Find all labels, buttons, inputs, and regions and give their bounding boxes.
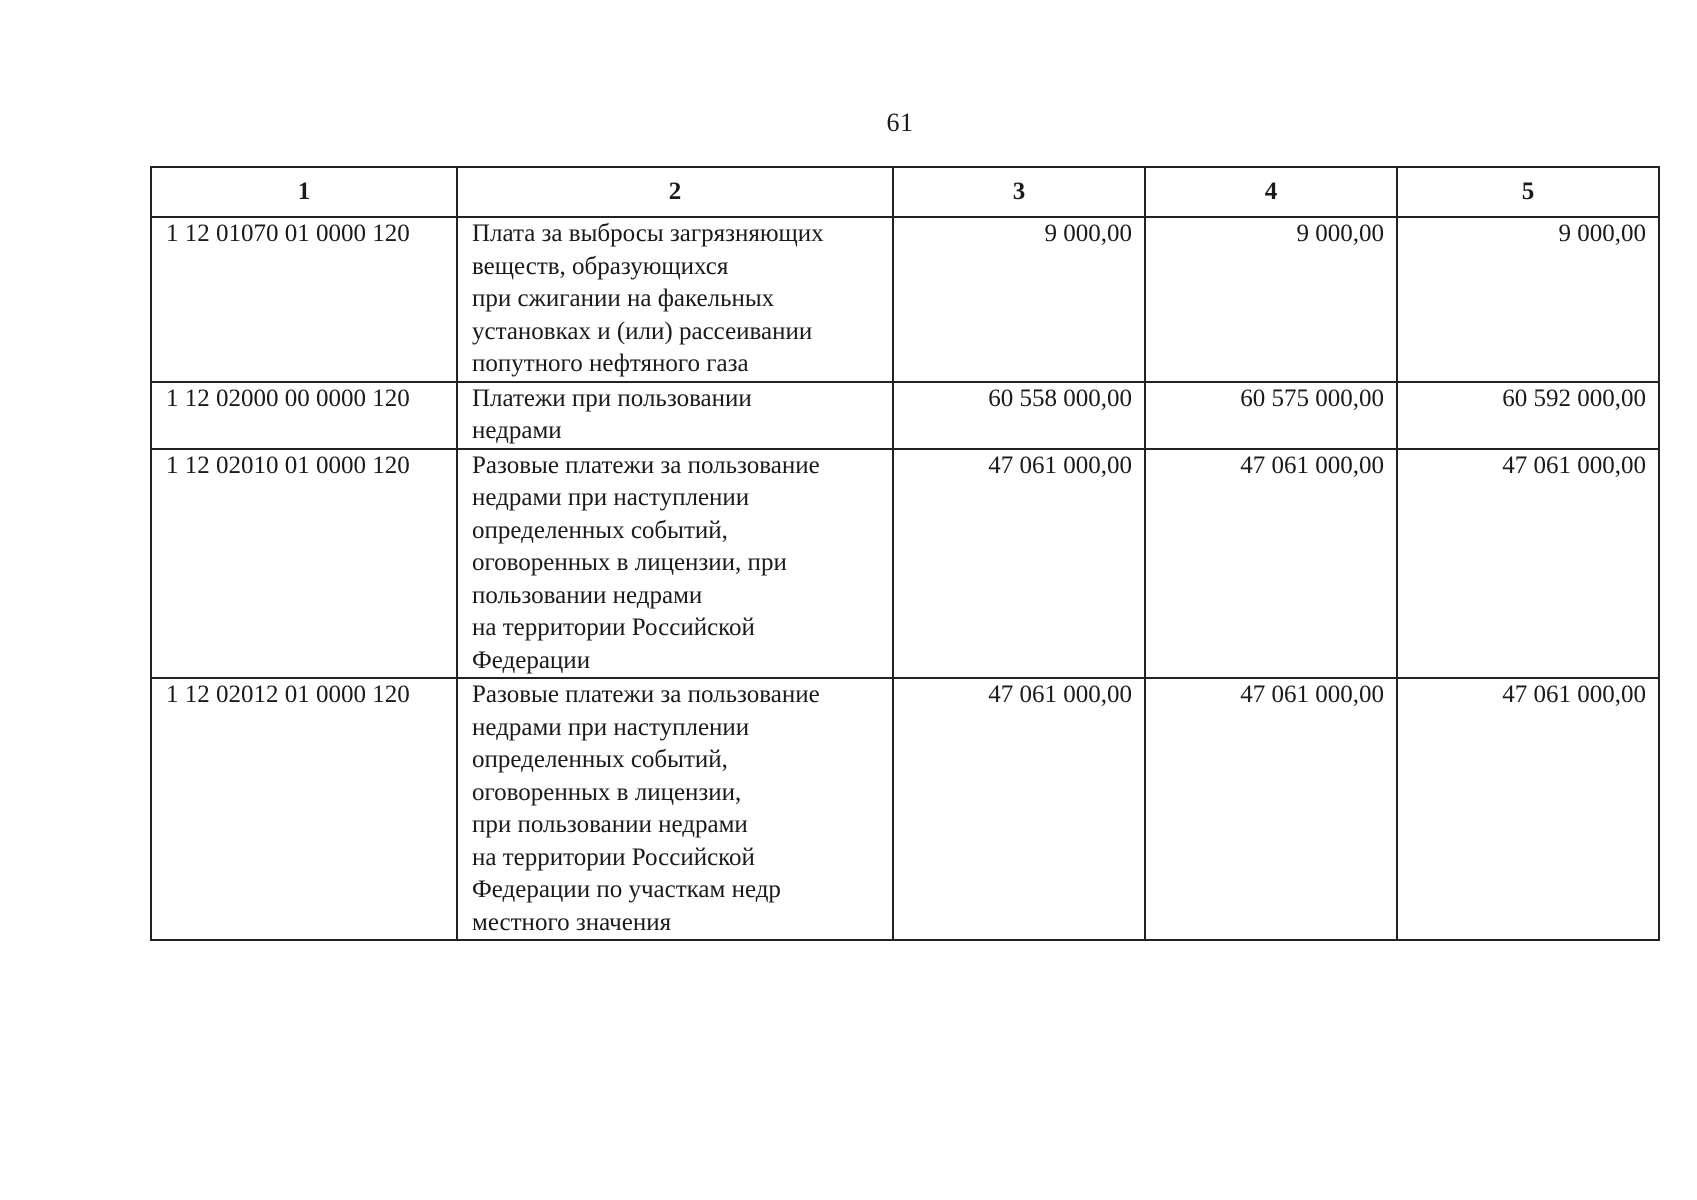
description-line: установках и (или) рассеивании: [472, 317, 813, 345]
amount-col-4: 47 061 000,00: [1145, 449, 1397, 679]
description-line: Разовые платежи за пользование: [472, 451, 820, 479]
header-col-2: 2: [457, 167, 893, 217]
description-cell: [457, 678, 893, 940]
amount-col-4: 60 575 000,00: [1145, 382, 1397, 449]
table-header-row: [151, 167, 1659, 217]
page-number: 61: [886, 108, 914, 137]
header-col-4: 4: [1145, 167, 1397, 217]
amount-col-3: 60 558 000,00: [893, 382, 1145, 449]
budget-code-cell: 1 12 02010 01 0000 120: [151, 449, 457, 679]
header-col-1: 1: [151, 167, 457, 217]
description-line: Федерации по участкам недр: [472, 876, 781, 903]
description-line: недрами при наступлении: [472, 713, 750, 741]
description-line: попутного нефтяного газа: [472, 350, 749, 377]
description-line: определенных событий,: [472, 746, 728, 773]
description-line: оговоренных в лицензии,: [472, 778, 742, 806]
description-cell: [457, 217, 893, 382]
description-cell: [457, 382, 893, 449]
amount-col-4: 9 000,00: [1145, 217, 1397, 382]
description-cell: [457, 449, 893, 679]
header-col-5: 5: [1397, 167, 1659, 217]
description-line: оговоренных в лицензии, при: [472, 549, 787, 576]
description-line: при пользовании недрами: [472, 811, 748, 838]
description-line: недрами: [472, 417, 562, 444]
header-col-3: 3: [893, 167, 1145, 217]
description-line: недрами при наступлении: [472, 484, 750, 511]
table-row: [151, 678, 1659, 940]
amount-col-5: 47 061 000,00: [1397, 449, 1659, 679]
amount-col-3: 9 000,00: [893, 217, 1145, 382]
description-line: Платежи при пользовании: [472, 384, 752, 412]
amount-col-5: 9 000,00: [1397, 217, 1659, 382]
table-row: [151, 449, 1659, 679]
description-line: определенных событий,: [472, 516, 728, 544]
amount-col-3: 47 061 000,00: [893, 678, 1145, 940]
table-row: [151, 217, 1659, 382]
description-line: на территории Российской: [472, 843, 755, 871]
description-line: Федерации: [472, 646, 591, 674]
budget-code-cell: 1 12 02000 00 0000 120: [151, 382, 457, 449]
description-line: пользовании недрами: [472, 581, 703, 609]
revenue-table: [150, 166, 1660, 941]
budget-code-cell: 1 12 02012 01 0000 120: [151, 678, 457, 940]
amount-col-4: 47 061 000,00: [1145, 678, 1397, 940]
description-line: на территории Российской: [472, 614, 755, 641]
description-line: при сжигании на факельных: [472, 285, 775, 312]
description-line: веществ, образующихся: [472, 252, 729, 280]
amount-col-5: 47 061 000,00: [1397, 678, 1659, 940]
amount-col-5: 60 592 000,00: [1397, 382, 1659, 449]
amount-col-3: 47 061 000,00: [893, 449, 1145, 679]
description-line: Разовые платежи за пользование: [472, 681, 820, 708]
description-line: местного значения: [472, 908, 672, 936]
table-row: [151, 382, 1659, 449]
budget-code-cell: 1 12 01070 01 0000 120: [151, 217, 457, 382]
description-line: Плата за выбросы загрязняющих: [472, 220, 824, 247]
